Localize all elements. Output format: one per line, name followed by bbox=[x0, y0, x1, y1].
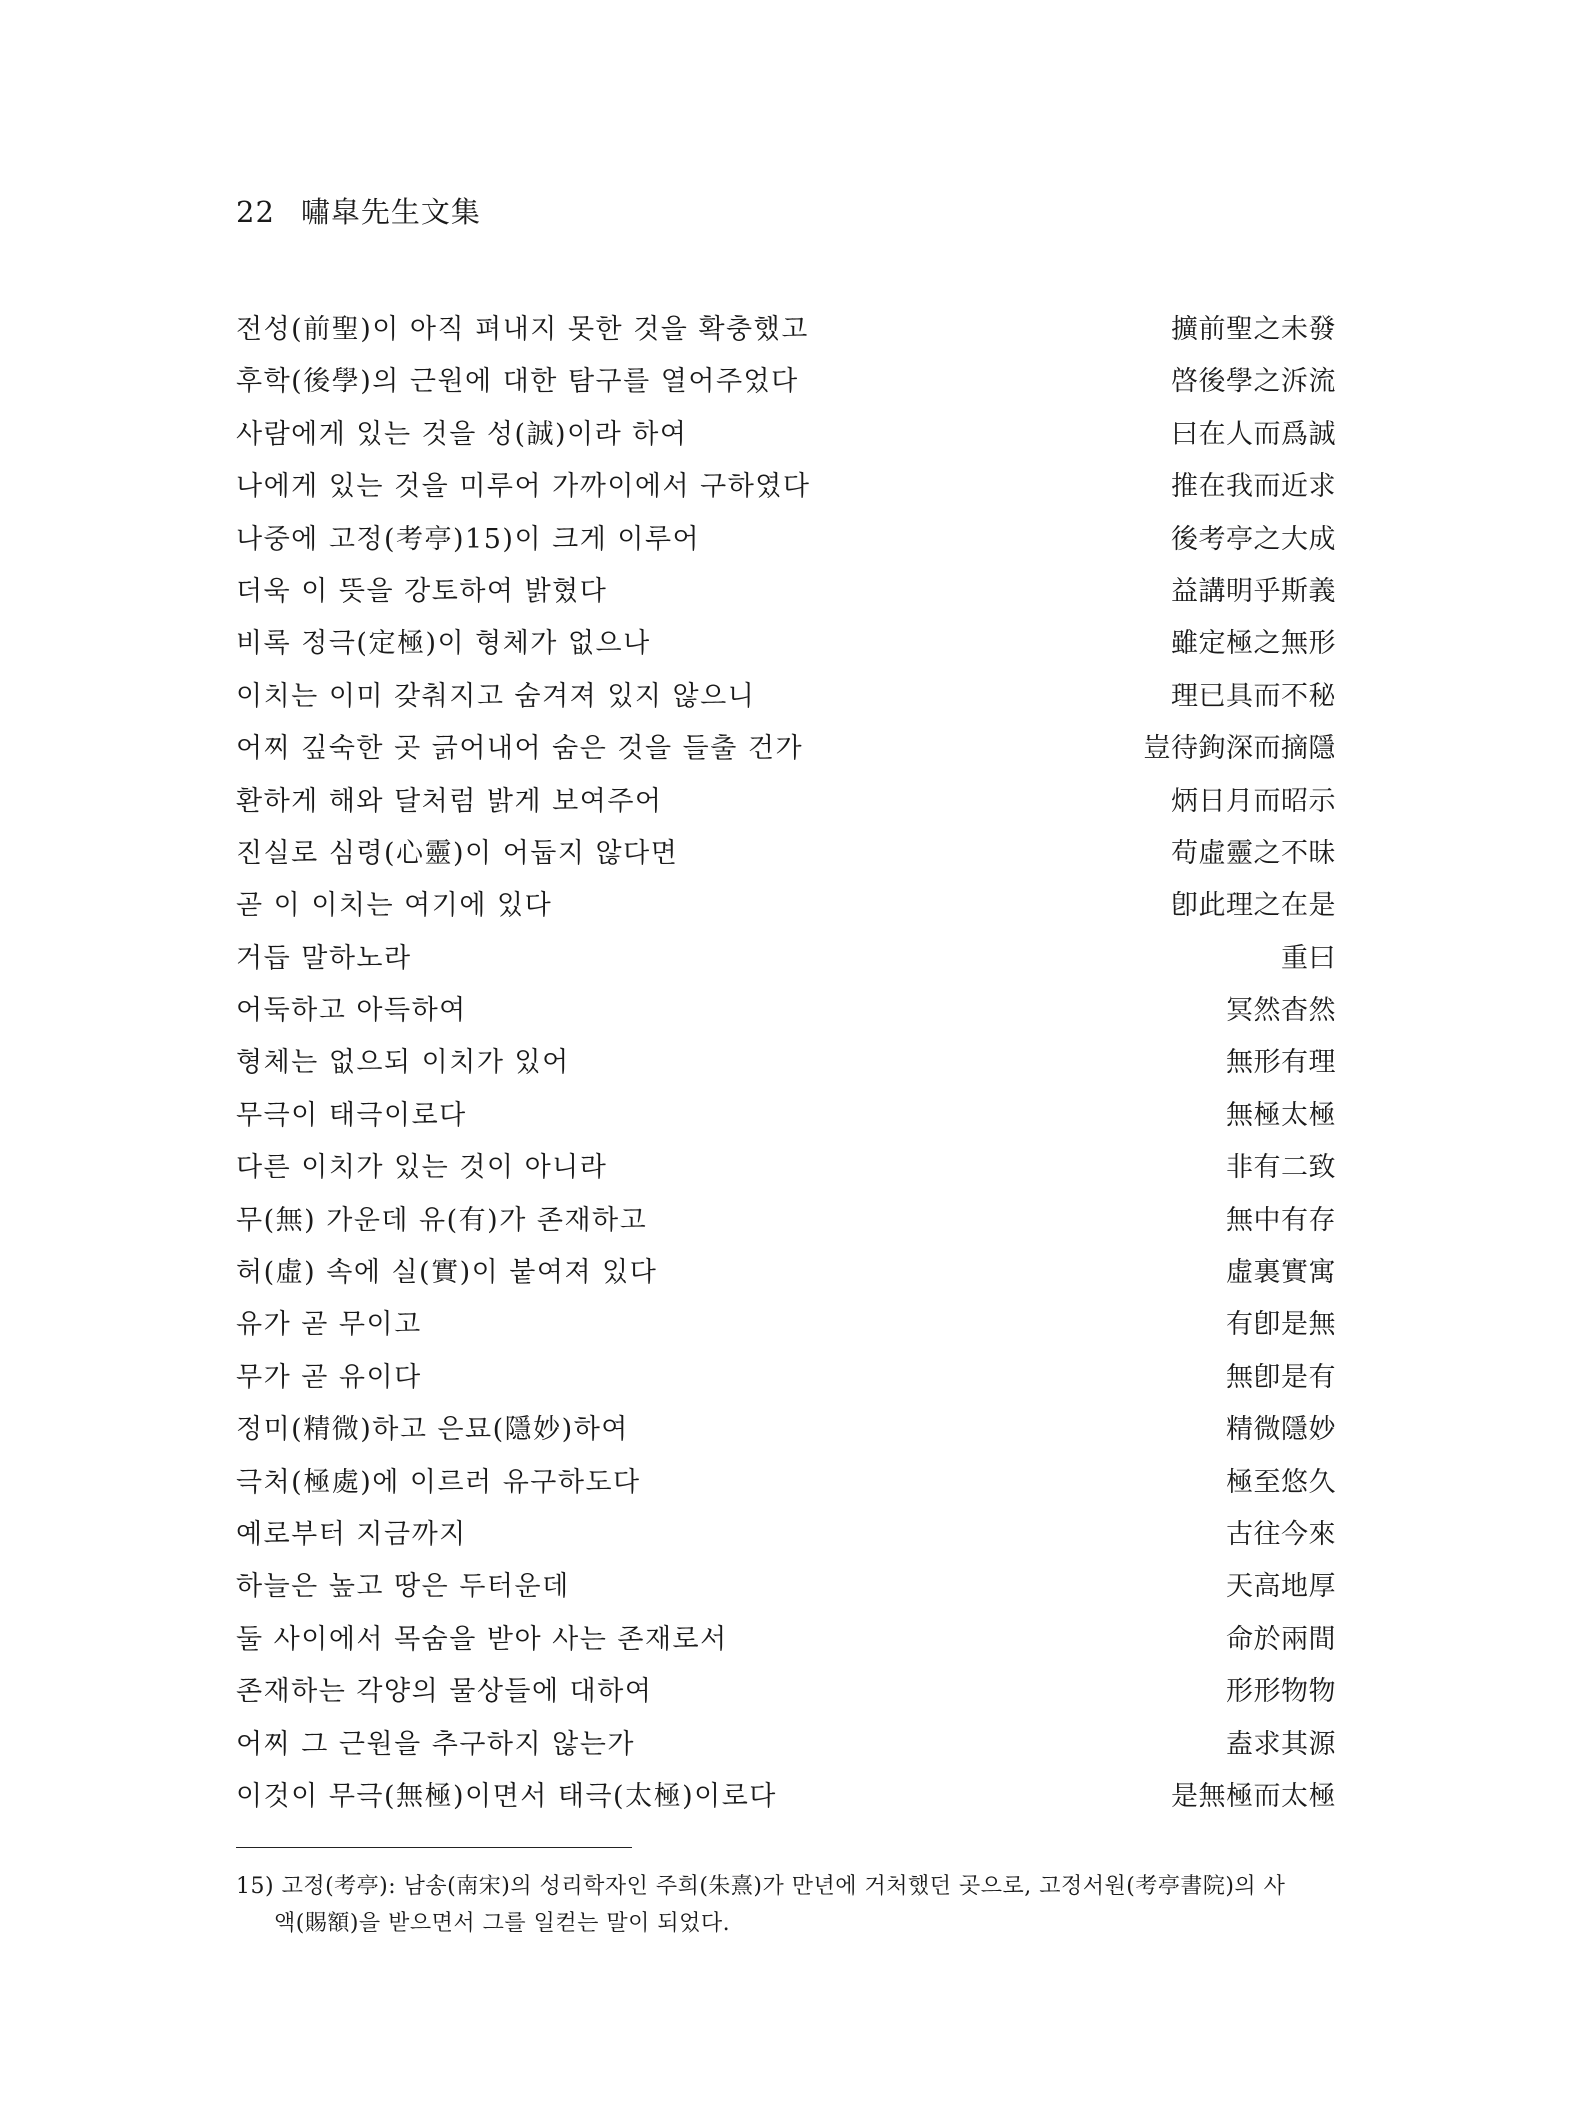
verse-row bbox=[236, 1561, 1336, 1613]
verse-row bbox=[236, 1142, 1336, 1194]
hanja-original: 苟虛靈之不昧 bbox=[1171, 837, 1336, 869]
korean-translation: 곧 이 이치는 여기에 있다 bbox=[236, 890, 553, 922]
verse-row bbox=[236, 1195, 1336, 1247]
hanja-original: 無極太極 bbox=[1226, 1099, 1336, 1131]
korean-translation: 무극이 태극이로다 bbox=[236, 1099, 467, 1131]
verse-row bbox=[236, 671, 1336, 723]
verse-row bbox=[236, 1404, 1336, 1456]
korean-translation: 어둑하고 아득하여 bbox=[236, 995, 467, 1027]
korean-translation: 무가 곧 유이다 bbox=[236, 1361, 422, 1393]
korean-translation: 거듭 말하노라 bbox=[236, 942, 412, 974]
korean-translation: 유가 곧 무이고 bbox=[236, 1309, 422, 1341]
verse-list bbox=[236, 304, 1336, 1823]
korean-translation: 예로부터 지금까지 bbox=[236, 1518, 467, 1550]
korean-translation: 극처(極處)에 이르러 유구하도다 bbox=[236, 1466, 641, 1498]
hanja-original: 有卽是無 bbox=[1226, 1309, 1336, 1341]
footnote-divider bbox=[236, 1847, 632, 1848]
korean-translation: 무(無) 가운데 유(有)가 존재하고 bbox=[236, 1204, 648, 1236]
verse-row bbox=[236, 409, 1336, 461]
verse-row bbox=[236, 304, 1336, 356]
hanja-original: 豈待鉤深而摘隱 bbox=[1143, 733, 1336, 765]
verse-row bbox=[236, 566, 1336, 618]
korean-translation: 다른 이치가 있는 것이 아니라 bbox=[236, 1152, 608, 1184]
korean-translation: 후학(後學)의 근원에 대한 탐구를 열어주었다 bbox=[236, 366, 799, 398]
hanja-original: 命於兩間 bbox=[1226, 1623, 1336, 1655]
hanja-original: 形形物物 bbox=[1226, 1676, 1336, 1708]
korean-translation: 나에게 있는 것을 미루어 가까이에서 구하였다 bbox=[236, 471, 811, 503]
korean-translation: 비록 정극(定極)이 형체가 없으나 bbox=[236, 628, 651, 660]
korean-translation: 어찌 그 근원을 추구하지 않는가 bbox=[236, 1728, 635, 1760]
verse-row bbox=[236, 618, 1336, 670]
verse-row bbox=[236, 356, 1336, 408]
verse-row bbox=[236, 1299, 1336, 1351]
hanja-original: 天高地厚 bbox=[1226, 1571, 1336, 1603]
hanja-original: 推在我而近求 bbox=[1171, 471, 1336, 503]
korean-translation: 하늘은 높고 땅은 두터운데 bbox=[236, 1571, 570, 1603]
hanja-original: 非有二致 bbox=[1226, 1152, 1336, 1184]
korean-translation: 이치는 이미 갖춰지고 숨겨져 있지 않으니 bbox=[236, 680, 756, 712]
verse-row bbox=[236, 933, 1336, 985]
korean-translation: 존재하는 각양의 물상들에 대하여 bbox=[236, 1676, 653, 1708]
verse-row bbox=[236, 1090, 1336, 1142]
korean-translation: 허(虛) 속에 실(實)이 붙여져 있다 bbox=[236, 1257, 658, 1289]
verse-row bbox=[236, 461, 1336, 513]
korean-translation: 환하게 해와 달처럼 밝게 보여주어 bbox=[236, 785, 663, 817]
hanja-original: 無中有存 bbox=[1226, 1204, 1336, 1236]
verse-row bbox=[236, 1719, 1336, 1771]
hanja-original: 益講明乎斯義 bbox=[1171, 575, 1336, 607]
korean-translation: 나중에 고정(考亭)15)이 크게 이루어 bbox=[236, 523, 701, 555]
hanja-original: 冥然杳然 bbox=[1226, 995, 1336, 1027]
korean-translation: 진실로 심령(心靈)이 어둡지 않다면 bbox=[236, 837, 679, 869]
korean-translation: 사람에게 있는 것을 성(誠)이라 하여 bbox=[236, 418, 688, 450]
hanja-original: 理已具而不秘 bbox=[1171, 680, 1336, 712]
verse-row bbox=[236, 1457, 1336, 1509]
verse-row bbox=[236, 1352, 1336, 1404]
hanja-original: 無形有理 bbox=[1226, 1047, 1336, 1079]
verse-row bbox=[236, 1666, 1336, 1718]
hanja-original: 古往今來 bbox=[1226, 1518, 1336, 1550]
hanja-original: 無卽是有 bbox=[1226, 1361, 1336, 1393]
verse-row bbox=[236, 880, 1336, 932]
hanja-original: 啓後學之泝流 bbox=[1171, 366, 1336, 398]
korean-translation: 더욱 이 뜻을 강토하여 밝혔다 bbox=[236, 575, 608, 607]
korean-translation: 둘 사이에서 목숨을 받아 사는 존재로서 bbox=[236, 1623, 728, 1655]
verse-row bbox=[236, 1509, 1336, 1561]
hanja-original: 後考亭之大成 bbox=[1171, 523, 1336, 555]
korean-translation: 어찌 깊숙한 곳 긁어내어 숨은 것을 들출 건가 bbox=[236, 733, 804, 765]
footnote-line-continuation: 액(賜額)을 받으면서 그를 일컫는 말이 되었다. bbox=[274, 1911, 731, 1936]
hanja-original: 雖定極之無形 bbox=[1171, 628, 1336, 660]
korean-translation: 정미(精微)하고 은묘(隱妙)하여 bbox=[236, 1414, 629, 1446]
running-head bbox=[236, 190, 481, 231]
verse-row bbox=[236, 985, 1336, 1037]
verse-row bbox=[236, 1037, 1336, 1089]
hanja-original: 虛裏實寓 bbox=[1226, 1257, 1336, 1289]
verse-row bbox=[236, 723, 1336, 775]
hanja-original: 盍求其源 bbox=[1226, 1728, 1336, 1760]
book-title: 嘯皐先生文集 bbox=[300, 195, 481, 229]
hanja-original: 卽此理之在是 bbox=[1171, 890, 1336, 922]
korean-translation: 이것이 무극(無極)이면서 태극(太極)이로다 bbox=[236, 1780, 777, 1812]
verse-row bbox=[236, 514, 1336, 566]
korean-translation: 형체는 없으되 이치가 있어 bbox=[236, 1047, 570, 1079]
verse-row bbox=[236, 828, 1336, 880]
verse-row bbox=[236, 1247, 1336, 1299]
page-number: 22 bbox=[236, 195, 275, 229]
korean-translation: 전성(前聖)이 아직 펴내지 못한 것을 확충했고 bbox=[236, 314, 809, 345]
hanja-original: 精微隱妙 bbox=[1226, 1414, 1336, 1446]
footnote-line: 15) 고정(考亭): 남송(南宋)의 성리학자인 주희(朱熹)가 만년에 거처했던 곳으로, 고정서원(考亭書院)의 사 bbox=[236, 1874, 1286, 1899]
hanja-original: 炳日月而昭示 bbox=[1171, 785, 1336, 817]
hanja-original: 是無極而太極 bbox=[1171, 1780, 1336, 1812]
verse-row bbox=[236, 1614, 1336, 1666]
hanja-original: 曰在人而爲誠 bbox=[1171, 418, 1336, 450]
verse-row bbox=[236, 1771, 1336, 1823]
hanja-original: 重曰 bbox=[1281, 942, 1336, 974]
hanja-original: 擴前聖之未發 bbox=[1171, 314, 1336, 345]
hanja-original: 極至悠久 bbox=[1226, 1466, 1336, 1498]
footnote bbox=[236, 1868, 1356, 1942]
verse-row bbox=[236, 776, 1336, 828]
